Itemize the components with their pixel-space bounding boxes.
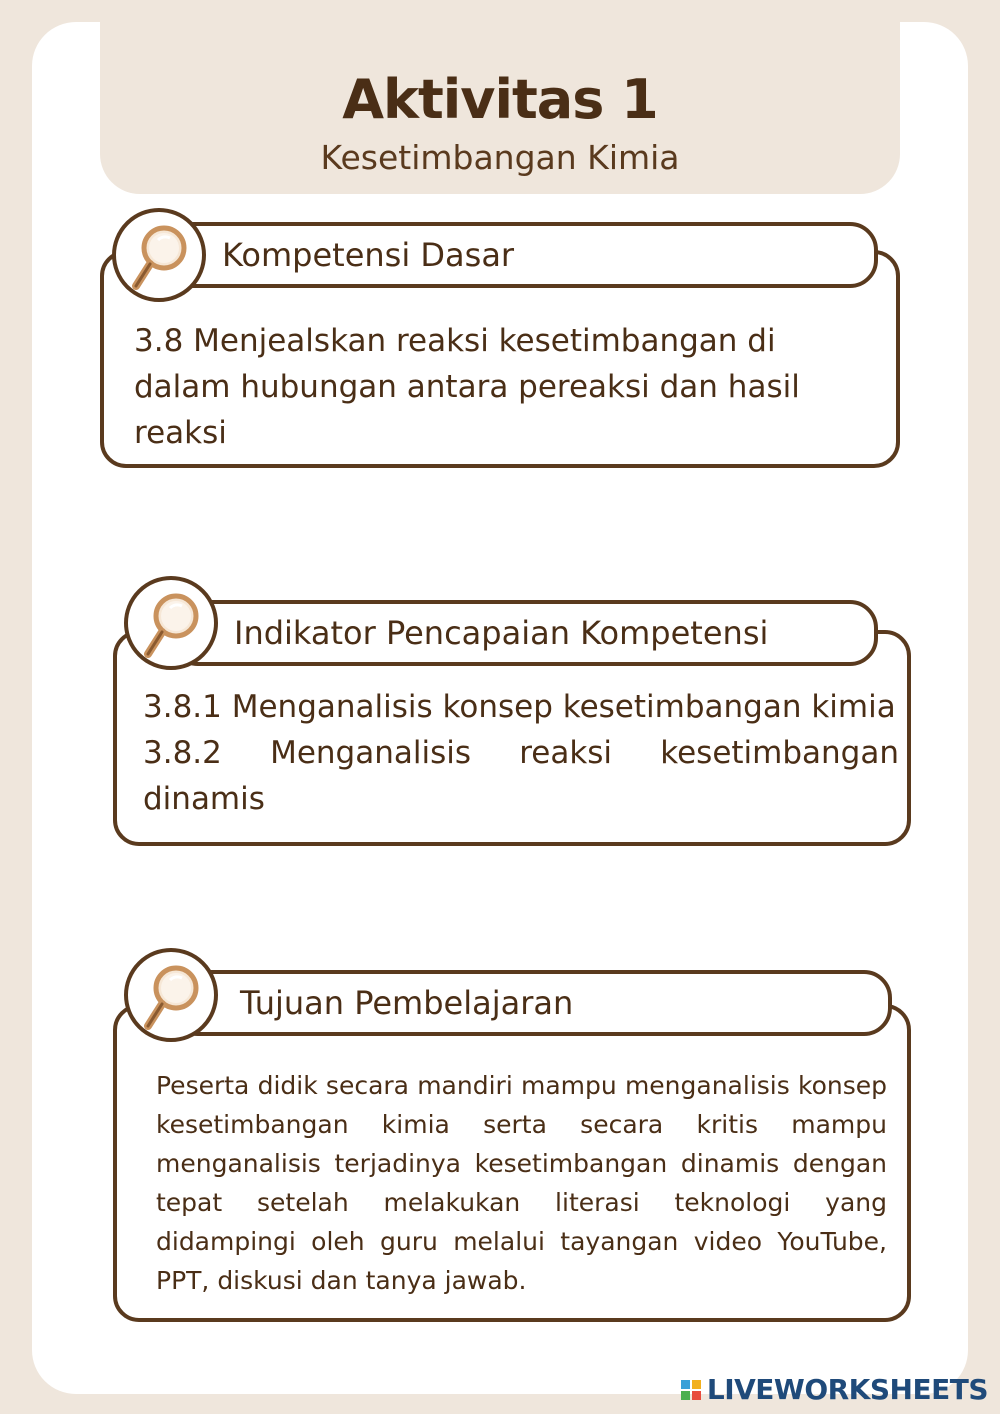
section-heading: Tujuan Pembelajaran (240, 984, 574, 1022)
page-title: Aktivitas 1 (342, 68, 658, 131)
content-line: dalam hubungan antara pereaksi dan hasil (134, 369, 800, 405)
content-line: 3.8.2 Menganalisis reaksi kesetimbangan (143, 735, 899, 771)
section-heading-pill (170, 970, 892, 1036)
section-heading-pill (170, 600, 878, 666)
section-heading: Kompetensi Dasar (222, 236, 515, 274)
brand-name: LIVEWORKSHEETS (706, 1373, 988, 1406)
content-line: reaksi (134, 415, 227, 451)
magnifier-badge (124, 948, 218, 1042)
page-subtitle: Kesetimbangan Kimia (320, 138, 680, 177)
content-line: 3.8.1 Menganalisis konsep kesetimbangan kimia (143, 689, 896, 725)
magnifier-icon (138, 960, 206, 1036)
liveworksheets-brand[interactable] (681, 1373, 988, 1406)
section-paragraph: Peserta didik secara mandiri mampu menganalisis konsep kesetimbangan kimia serta secara kritis mampu menganalisis terjadinya kesetimbangan dinamis dengan tepat setelah melakukan literasi teknologi yang didampingi oleh guru melalui tayangan video YouTube, PPT, diskusi dan tanya jawab. (156, 1071, 887, 1295)
header-banner (100, 18, 900, 194)
section-content (134, 318, 854, 456)
content-line: 3.8 Menjealskan reaksi kesetimbangan di (134, 323, 776, 359)
magnifier-badge (124, 576, 218, 670)
section-heading-pill (150, 222, 878, 288)
liveworksheets-logo-icon (681, 1380, 701, 1400)
section-heading: Indikator Pencapaian Kompetensi (234, 614, 769, 652)
magnifier-badge (112, 208, 206, 302)
magnifier-icon (138, 588, 206, 664)
content-line: dinamis (143, 781, 265, 817)
magnifier-icon (126, 220, 194, 296)
section-content (143, 684, 899, 822)
